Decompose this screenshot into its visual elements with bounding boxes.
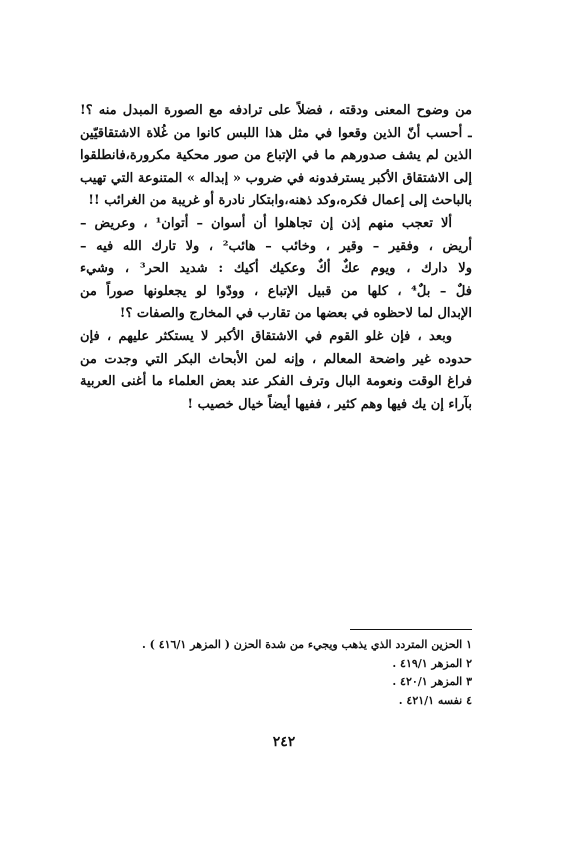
text-line: بالباحث إلى إعمال فكره،وكد ذهنه،وابتكار نادرة أو غريبة من الغرائب !! [88,193,472,209]
text-line: ولا دارك ، ويوم عكٌ أكٌ وعكيك أكيك : شديد الحر³ ، وشيء [80,261,472,277]
footnote-3: ٣ المزهر ٤٢٠/١ . [392,675,472,688]
text-line: بآراء إن يك فيها وهم كثير ، ففيها أيضاً خيال خصيب ! [187,396,472,412]
text-line: من وضوح المعنى ودقته ، فضلاً على ترادفه مع الصورة المبدل منه ؟! [80,103,472,118]
footnote-4: ٤ نفسه ٤٢١/١ . [398,693,472,707]
main-text [80,100,472,416]
text-line: الإبدال لما لاحظوه في بعضها من تقارب في المخارج والصفات ؟! [119,306,472,322]
text-line: حدوده غير واضحة المعالم ، وإنه لمن الأبحاث البكر التي وجدت من [80,351,472,367]
footnote-divider [350,629,472,630]
footnote-2: ٢ المزهر ٤١٩/١ . [392,656,472,670]
text-line: ألا تعجب منهم إذن إن تجاهلوا أن أسوان – أتوان¹ ، وعريض – [80,215,453,231]
text-line: فراغ الوقت ونعومة البال وترف الفكر عند بعض العلماء ما أغنى العربية [80,374,472,390]
text-line: إلى الاشتقاق الأكبر يسترفدونه في ضروب « إبداله » المتنوعة التي تهيب [80,170,472,186]
text-line: أريض ، وفقير – وقير ، وخائب – هائب² ، ولا تارك الله فيه – [80,238,472,254]
text-line: وبعد ، فإن غلو القوم في الاشتقاق الأكبر لا يستكثر عليهم ، فإن [80,328,452,344]
text-line: الذين لم يشف صدورهم ما في الإتباع من صور محكية مكرورة،فانطلقوا [80,148,472,164]
text-line: فلٌ – بلٌ⁴ ، كلها من قبيل الإتباع ، وودّوا لو يجعلونها صوراً من [80,283,472,299]
text-line: ـ أحسب أنّ الذين وقعوا في مثل هذا اللبس كانوا من غُلاة الاشتقاقيّين [80,125,472,141]
page-number: ٢٤٢ [272,734,296,750]
footnotes [80,636,472,710]
footnote-1: ١ الحزين المتردد الذي يذهب ويجيء من شدة الحزن ( المزهر ٤١٦/١ ) . [141,638,472,651]
